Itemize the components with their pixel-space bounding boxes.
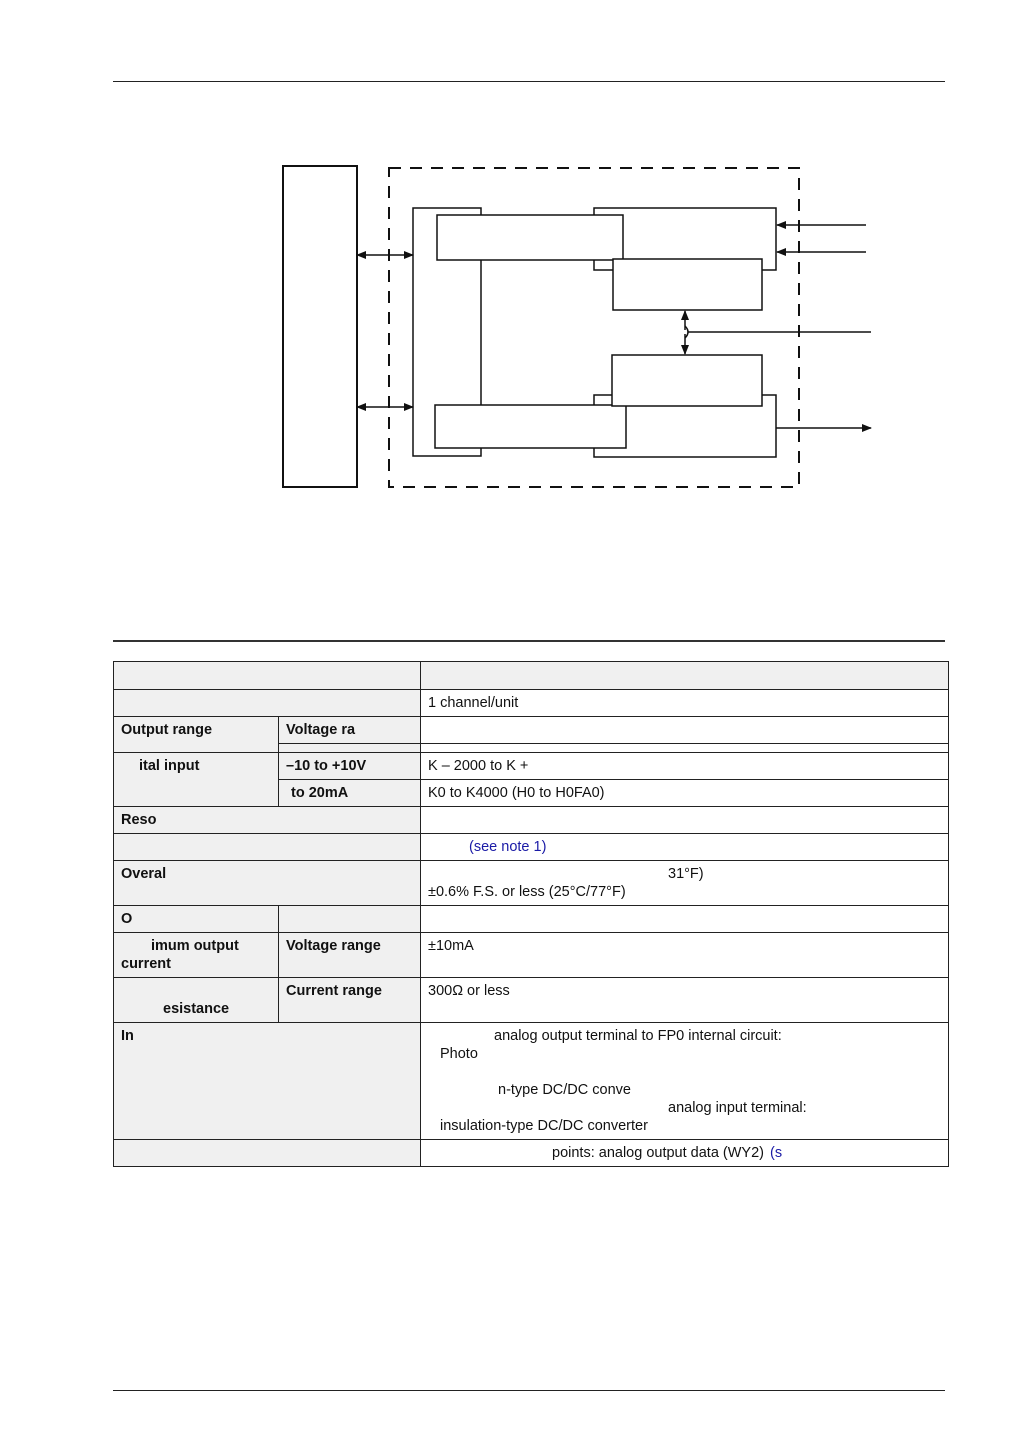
digital-input-current-value: K0 to K4000 (H0 to H0FA0) <box>421 780 949 807</box>
section-rule <box>113 640 945 642</box>
overall-accuracy-label: Overal <box>114 861 421 906</box>
resolution-value <box>421 807 949 834</box>
table-row <box>114 834 949 861</box>
table-row <box>114 933 949 978</box>
load-resistance-label: esistance <box>163 1001 230 1017</box>
note-paren-close: ) <box>541 839 547 855</box>
load-resistance-value: 300Ω or less <box>421 978 949 1023</box>
see-note-link[interactable]: s <box>774 1145 783 1161</box>
channels-value: 1 channel/unit <box>421 690 949 717</box>
fp0-cpu-block <box>283 166 357 487</box>
load-resistance-range-label: Current range <box>279 978 421 1023</box>
insulation-line-2: Photo <box>440 1046 478 1062</box>
table-header-row <box>114 662 949 690</box>
resolution-label: Reso <box>114 807 421 834</box>
table-row <box>114 807 949 834</box>
output-impedance-value <box>421 906 949 933</box>
table-row <box>114 861 949 906</box>
load-resistance-label-cell <box>114 978 279 1023</box>
output-range-voltage-value <box>421 717 949 744</box>
output-range-current-value <box>421 744 949 753</box>
output-impedance-label: O <box>114 906 279 933</box>
output-range-label: Output range <box>114 717 279 753</box>
io-points-value <box>421 1140 949 1167</box>
insulation-line-1: analog output terminal to FP0 internal circuit: <box>494 1028 782 1044</box>
max-output-current-value: ±10mA <box>421 933 949 978</box>
header-description-cell <box>421 662 949 690</box>
output-range-current-label <box>279 744 421 753</box>
insulation-line-3: n-type DC/DC conve <box>498 1082 631 1098</box>
output-range-voltage-label: Voltage ra <box>279 717 421 744</box>
header-item-cell <box>114 662 421 690</box>
table-row <box>114 690 949 717</box>
dac-block-lower <box>612 355 762 406</box>
digital-input-label-cell <box>114 753 279 807</box>
channels-label <box>114 690 421 717</box>
conversion-speed-value <box>421 834 949 861</box>
accuracy-line-1: 31°F) <box>668 866 704 882</box>
footer-rule <box>113 1390 945 1391</box>
insulation-line-4: analog input terminal: <box>668 1100 807 1116</box>
accuracy-line-2: ±0.6% F.S. or less (25°C/77°F) <box>428 884 626 900</box>
insulation-line-5: insulation-type DC/DC converter <box>440 1118 648 1134</box>
digital-input-current-label: to 20mA <box>291 785 349 801</box>
max-output-voltage-range-label: Voltage range <box>279 933 421 978</box>
table-row <box>114 906 949 933</box>
max-output-current-label-1: imum output <box>151 938 239 954</box>
io-points-text: points: analog output data (WY2) <box>552 1145 764 1161</box>
digital-input-voltage-label: –10 to +10V <box>279 753 421 780</box>
upper-circuit-block <box>437 215 623 260</box>
insulation-value <box>421 1023 949 1140</box>
lower-circuit-block <box>435 405 626 448</box>
overall-accuracy-value <box>421 861 949 906</box>
conversion-speed-label <box>114 834 421 861</box>
table-row <box>114 1140 949 1167</box>
insulation-label: In <box>114 1023 421 1140</box>
io-points-label <box>114 1140 421 1167</box>
spec-table <box>113 661 949 1167</box>
max-output-current-label-cell <box>114 933 279 978</box>
max-output-current-label-2: current <box>121 956 171 972</box>
table-row <box>114 753 949 780</box>
digital-input-current-label-cell <box>279 780 421 807</box>
dac-block-upper <box>613 259 762 310</box>
digital-input-label: ital input <box>139 758 200 774</box>
io-points-paren: ( <box>770 1145 775 1161</box>
table-row <box>114 717 949 744</box>
see-note-1-link[interactable]: see note 1 <box>473 839 542 855</box>
block-diagram <box>0 0 1032 560</box>
table-row <box>114 978 949 1023</box>
output-impedance-sub <box>279 906 421 933</box>
digital-input-voltage-value: K – 2000 to K + <box>421 753 949 780</box>
table-row <box>114 1023 949 1140</box>
note-paren-open: ( <box>469 839 474 855</box>
